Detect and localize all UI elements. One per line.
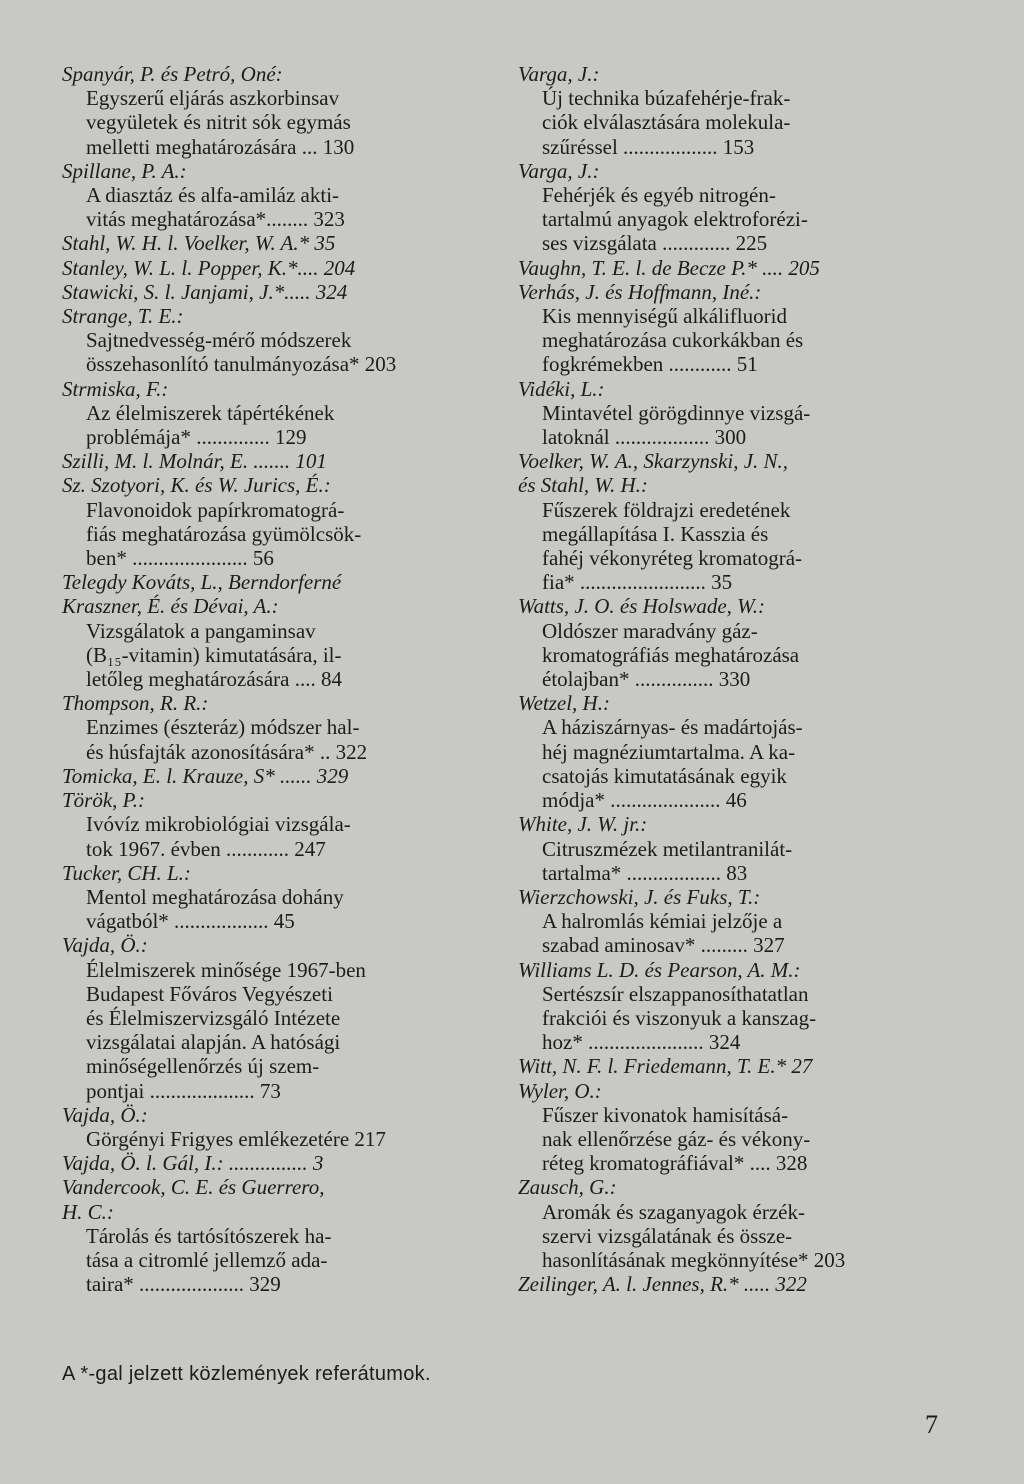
entry-title-line: Mintavétel görögdinnye vizsgá- [542, 400, 811, 425]
entry-title-line: és húsfajták azonosítására* .. 322 [86, 739, 368, 764]
entry-title-line: ciók elválasztására molekula- [542, 110, 791, 135]
index-entry [62, 231, 480, 255]
index-entry [518, 473, 936, 594]
entry-title-line: Ivóvíz mikrobiológiai vizsgála- [86, 812, 351, 837]
entry-author: Wyler, O.: [518, 1078, 602, 1103]
entry-author: White, J. W. jr.: [518, 812, 648, 837]
entry-author: Vaughn, T. E. l. de Becze P.* .... 205 [518, 255, 820, 280]
index-entry [518, 449, 936, 473]
index-entry [518, 1175, 936, 1272]
entry-author: Watts, J. O. és Holswade, W.: [518, 594, 765, 619]
index-entry [62, 788, 480, 861]
entry-title-line: Sajtnedvesség-mérő módszerek [86, 328, 352, 353]
index-entry [62, 62, 480, 159]
entry-author: Strange, T. E.: [62, 304, 184, 329]
index-entry [62, 861, 480, 934]
entry-title-line: Tárolás és tartósítószerek ha- [86, 1223, 332, 1248]
entry-author: Tomicka, E. l. Krauze, S* ...... 329 [62, 763, 349, 788]
index-entry [62, 1200, 480, 1297]
index-entry [62, 473, 480, 570]
index-entry [518, 1272, 936, 1296]
entry-title-line: csatojás kimutatásának egyik [542, 763, 787, 788]
entry-title-line: Fűszer kivonatok hamisításá- [542, 1102, 789, 1127]
entry-author: Thompson, R. R.: [62, 691, 209, 716]
index-entry [62, 933, 480, 1102]
entry-title-line: fiás meghatározása gyümölcsök- [86, 521, 362, 546]
entry-author: Stawicki, S. l. Janjami, J.*..... 324 [62, 279, 348, 304]
entry-author: Kraszner, É. és Dévai, A.: [62, 594, 279, 619]
entry-title-line: latoknál .................. 300 [542, 425, 747, 450]
entry-title-line: szabad aminosav* ......... 327 [542, 933, 785, 958]
entry-title-line: taira* .................... 329 [86, 1272, 281, 1297]
entry-title-line: szűréssel .................. 153 [542, 134, 755, 159]
entry-author: Varga, J.: [518, 158, 600, 183]
entry-title-line: tartalma* .................. 83 [542, 860, 748, 885]
index-entry [62, 377, 480, 450]
entry-title-line: étolajban* ............... 330 [542, 667, 751, 692]
entry-author: H. C.: [62, 1199, 114, 1224]
index-entry [62, 1151, 480, 1175]
entry-title-line: Aromák és szaganyagok érzék- [542, 1199, 805, 1224]
entry-author: Vajda, Ö.: [62, 933, 148, 958]
footnote: A *-gal jelzett közlemények referátumok. [62, 1363, 431, 1385]
index-entry [62, 449, 480, 473]
index-entry [62, 280, 480, 304]
index-column-right [518, 62, 936, 1296]
entry-author: Stanley, W. L. l. Popper, K.*.... 204 [62, 255, 356, 280]
entry-title-line: réteg kromatográfiával* .... 328 [542, 1151, 808, 1176]
entry-title-line: Oldószer maradvány gáz- [542, 618, 758, 643]
entry-title-line: tása a citromlé jellemző ada- [86, 1247, 328, 1272]
index-entry [62, 1175, 480, 1199]
index-entry [62, 594, 480, 691]
entry-author: Voelker, W. A., Skarzynski, J. N., [518, 449, 789, 474]
index-entry [62, 256, 480, 280]
entry-title-line: megállapítása I. Kasszia és [542, 521, 769, 546]
entry-title-line: pontjai .................... 73 [86, 1078, 281, 1103]
index-entry [518, 159, 936, 256]
entry-title-line: Kis mennyiségű alkálifluorid [542, 304, 787, 329]
index-entry [518, 62, 936, 159]
index-entry [518, 256, 936, 280]
index-entry [518, 691, 936, 812]
entry-title-line: Görgényi Frigyes emlékezetére 217 [86, 1126, 386, 1151]
index-entry [62, 159, 480, 232]
index-entry [518, 812, 936, 885]
entry-title-line: Mentol meghatározása dohány [86, 884, 344, 909]
entry-title-line: Flavonoidok papírkromatográ- [86, 497, 345, 522]
entry-author: Zausch, G.: [518, 1175, 617, 1200]
entry-title-line: módja* ..................... 46 [542, 788, 747, 813]
entry-title-line: A diasztáz és alfa-amiláz akti- [86, 183, 340, 208]
index-entry [518, 1079, 936, 1176]
entry-title-line: Citruszmézek metilantranilát- [542, 836, 793, 861]
entry-title-line: Sertészsír elszappanosíthatatlan [542, 981, 809, 1006]
entry-author: Török, P.: [62, 788, 146, 813]
entry-author: Spanyár, P. és Petró, Oné: [62, 62, 283, 86]
entry-title-line: nak ellenőrzése gáz- és vékony- [542, 1126, 811, 1151]
entry-author: Strmiska, F.: [62, 376, 169, 401]
entry-title-line: frakciói és viszonyuk a kanszag- [542, 1005, 817, 1030]
entry-author: Sz. Szotyori, K. és W. Jurics, É.: [62, 473, 331, 498]
index-entry [518, 594, 936, 691]
entry-author: Stahl, W. H. l. Voelker, W. A.* 35 [62, 231, 336, 256]
entry-author: Telegdy Kováts, L., Berndorferné [62, 570, 342, 595]
index-entry [62, 304, 480, 377]
entry-title-line: Új technika búzafehérje-frak- [542, 86, 791, 111]
entry-title-line: fogkrémekben ............ 51 [542, 352, 758, 377]
entry-title-line: és Élelmiszervizsgáló Intézete [86, 1005, 341, 1030]
entry-author: Williams L. D. és Pearson, A. M.: [518, 957, 801, 982]
entry-title-line: (B₁₅-vitamin) kimutatására, il- [86, 642, 342, 667]
entry-title-line: Fűszerek földrajzi eredetének [542, 497, 791, 522]
index-entry [518, 280, 936, 377]
entry-author: Wetzel, H.: [518, 691, 610, 716]
entry-title-line: meghatározása cukorkákban és [542, 328, 804, 353]
index-entry [518, 885, 936, 958]
index-entry [518, 958, 936, 1055]
entry-author: Varga, J.: [518, 62, 600, 86]
entry-title-line: Enzimes (észteráz) módszer hal- [86, 715, 360, 740]
entry-title-line: összehasonlító tanulmányozása* 203 [86, 352, 397, 377]
entry-title-line: melletti meghatározására ... 130 [86, 134, 355, 159]
entry-title-line: fia* ........................ 35 [542, 570, 733, 595]
entry-title-line: hasonlításának megkönnyítése* 203 [542, 1247, 846, 1272]
entry-author: Witt, N. F. l. Friedemann, T. E.* 27 [518, 1054, 813, 1079]
entry-title-line: Budapest Főváros Vegyészeti [86, 981, 333, 1006]
entry-title-line: minőségellenőrzés új szem- [86, 1054, 320, 1079]
index-column-left [62, 62, 480, 1296]
index-entry [62, 691, 480, 764]
entry-title-line: fahéj vékonyréteg kromatográ- [542, 546, 803, 571]
index-entry [518, 1054, 936, 1078]
entry-title-line: Élelmiszerek minősége 1967-ben [86, 957, 366, 982]
entry-author: Vajda, Ö.: [62, 1102, 148, 1127]
entry-author: és Stahl, W. H.: [518, 473, 648, 498]
index-entry [518, 377, 936, 450]
entry-title-line: vegyületek és nitrit sók egymás [86, 110, 351, 135]
index-entry [62, 764, 480, 788]
index-entry [62, 1103, 480, 1151]
entry-author: Vajda, Ö. l. Gál, I.: ............... 3 [62, 1151, 324, 1176]
entry-title-line: A háziszárnyas- és madártojás- [542, 715, 803, 740]
entry-author: Szilli, M. l. Molnár, E. ....... 101 [62, 449, 327, 474]
entry-title-line: ses vizsgálata ............. 225 [542, 231, 768, 256]
entry-title-line: tartalmú anyagok elektroforézi- [542, 207, 808, 232]
page-number: 7 [925, 1410, 938, 1439]
entry-author: Vandercook, C. E. és Guerrero, [62, 1175, 325, 1200]
entry-author: Vidéki, L.: [518, 376, 605, 401]
entry-title-line: letőleg meghatározására .... 84 [86, 667, 342, 692]
entry-title-line: Egyszerű eljárás aszkorbinsav [86, 86, 340, 111]
entry-title-line: tok 1967. évben ............ 247 [86, 836, 326, 861]
entry-title-line: ben* ...................... 56 [86, 546, 274, 571]
entry-title-line: szervi vizsgálatának és össze- [542, 1223, 793, 1248]
entry-title-line: Vizsgálatok a pangaminsav [86, 618, 316, 643]
entry-title-line: A halromlás kémiai jelzője a [542, 909, 783, 934]
entry-title-line: Az élelmiszerek tápértékének [86, 400, 335, 425]
entry-title-line: vizsgálatai alapján. A hatósági [86, 1030, 341, 1055]
entry-author: Zeilinger, A. l. Jennes, R.* ..... 322 [518, 1272, 807, 1297]
entry-author: Tucker, CH. L.: [62, 860, 191, 885]
entry-title-line: vágatból* .................. 45 [86, 909, 295, 934]
entry-title-line: problémája* .............. 129 [86, 425, 307, 450]
entry-author: Verhás, J. és Hoffmann, Iné.: [518, 279, 762, 304]
entry-title-line: kromatográfiás meghatározása [542, 642, 800, 667]
entry-author: Spillane, P. A.: [62, 158, 187, 183]
entry-author: Wierzchowski, J. és Fuks, T.: [518, 884, 761, 909]
entry-title-line: hoz* ...................... 324 [542, 1030, 741, 1055]
index-entry [62, 570, 480, 594]
entry-title-line: vitás meghatározása*........ 323 [86, 207, 345, 232]
entry-title-line: héj magnéziumtartalma. A ka- [542, 739, 796, 764]
entry-title-line: Fehérjék és egyéb nitrogén- [542, 183, 776, 208]
